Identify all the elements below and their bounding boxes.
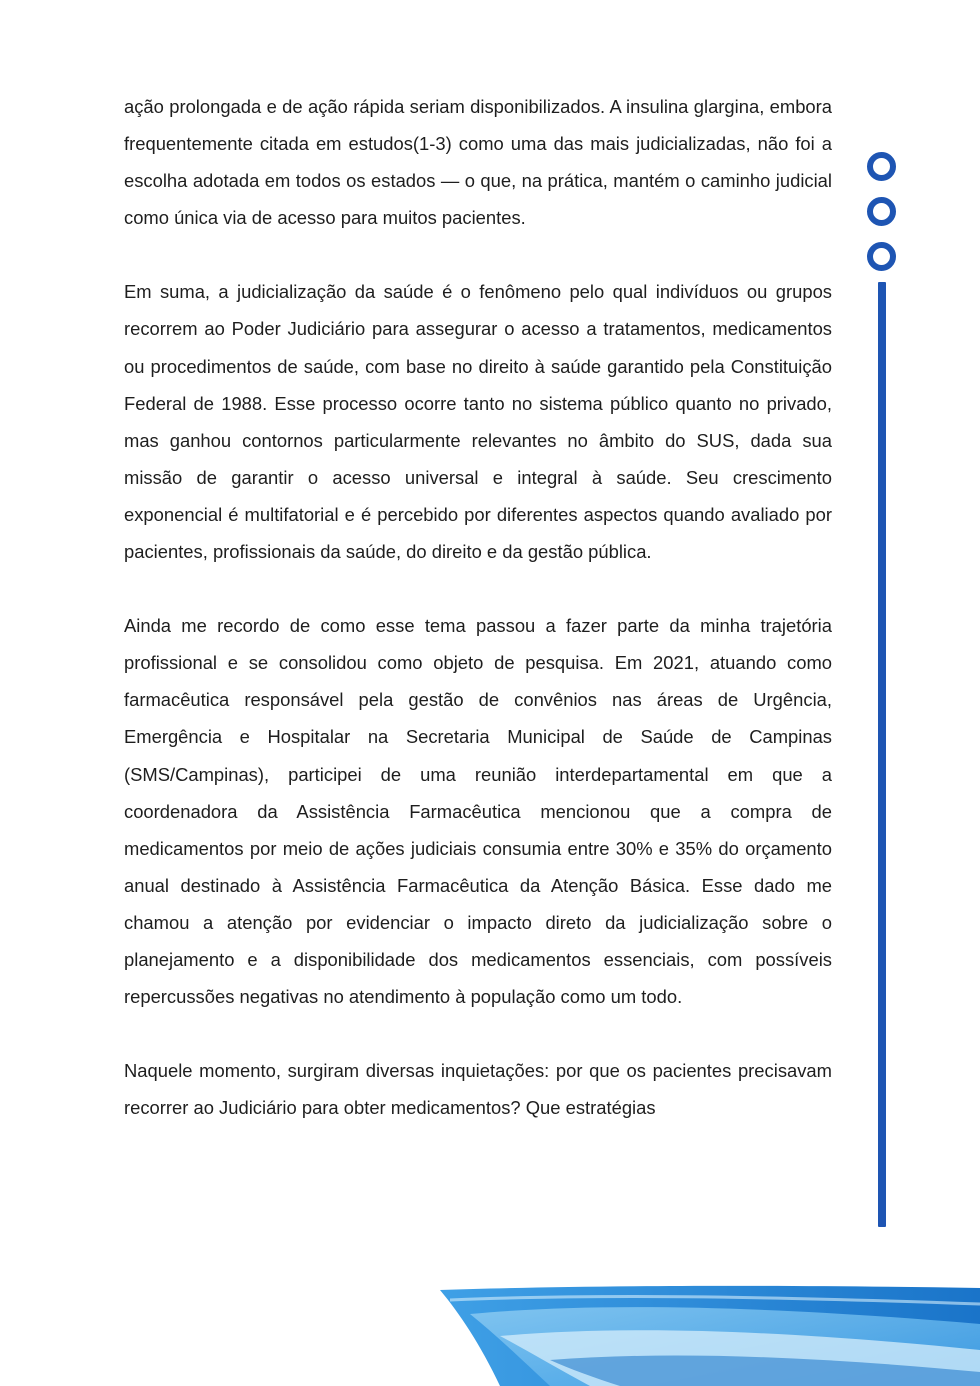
decorative-vertical-bar	[878, 282, 886, 1227]
paragraph-4: Naquele momento, surgiram diversas inquietações: por que os pacientes precisavam recorrer ao Judiciário para obter medicamentos? Que estratégias	[124, 1060, 832, 1119]
body-text	[124, 88, 832, 1126]
decorative-ring-2	[867, 197, 896, 226]
paragraph-2: Em suma, a judicialização da saúde é o fenômeno pelo qual indivíduos ou grupos recorrem ao Poder Judiciário para assegurar o acesso a tratamentos, medicamentos ou procedimentos de saúde, com base no direito à saúde garantido pela Constituição Federal de 1988. Esse processo ocorre tanto no sistema público quanto no privado, mas ganhou contornos particularmente relevantes no âmbito do SUS, dada sua missão de garantir o acesso universal e integral à saúde. Seu crescimento exponencial é multifatorial e é percebido por diferentes aspectos quando avaliado por pacientes, profissionais da saúde, do direito e da gestão pública.	[124, 281, 832, 563]
paragraph-1: ação prolongada e de ação rápida seriam disponibilizados. A insulina glargina, embora frequentemente citada em estudos(1-3) como uma das mais judicializadas, não foi a escolha adotada em todos os estados — o que, na prática, mantém o caminho judicial como única via de acesso para muitos pacientes.	[124, 96, 832, 229]
decorative-ring-1	[867, 152, 896, 181]
paragraph-3: Ainda me recordo de como esse tema passou a fazer parte da minha trajetória profissional e se consolidou como objeto de pesquisa. Em 2021, atuando como farmacêutica responsável pela gestão de convênios nas áreas de Urgência, Emergência e Hospitalar na Secretaria Municipal de Saúde de Campinas (SMS/Campinas), participei de uma reunião interdepartamental em que a coordenadora da Assistência Farmacêutica mencionou que a compra de medicamentos por meio de ações judiciais consumia entre 30% e 35% do orçamento anual destinado à Assistência Farmacêutica da Atenção Básica. Esse dado me chamou a atenção por evidenciar o impacto direto da judicialização sobre o planejamento e a disponibilidade dos medicamentos essenciais, com possíveis repercussões negativas no atendimento à população como um todo.	[124, 615, 832, 1008]
decorative-ring-3	[867, 242, 896, 271]
watercolor-wave-decoration	[440, 1284, 980, 1386]
